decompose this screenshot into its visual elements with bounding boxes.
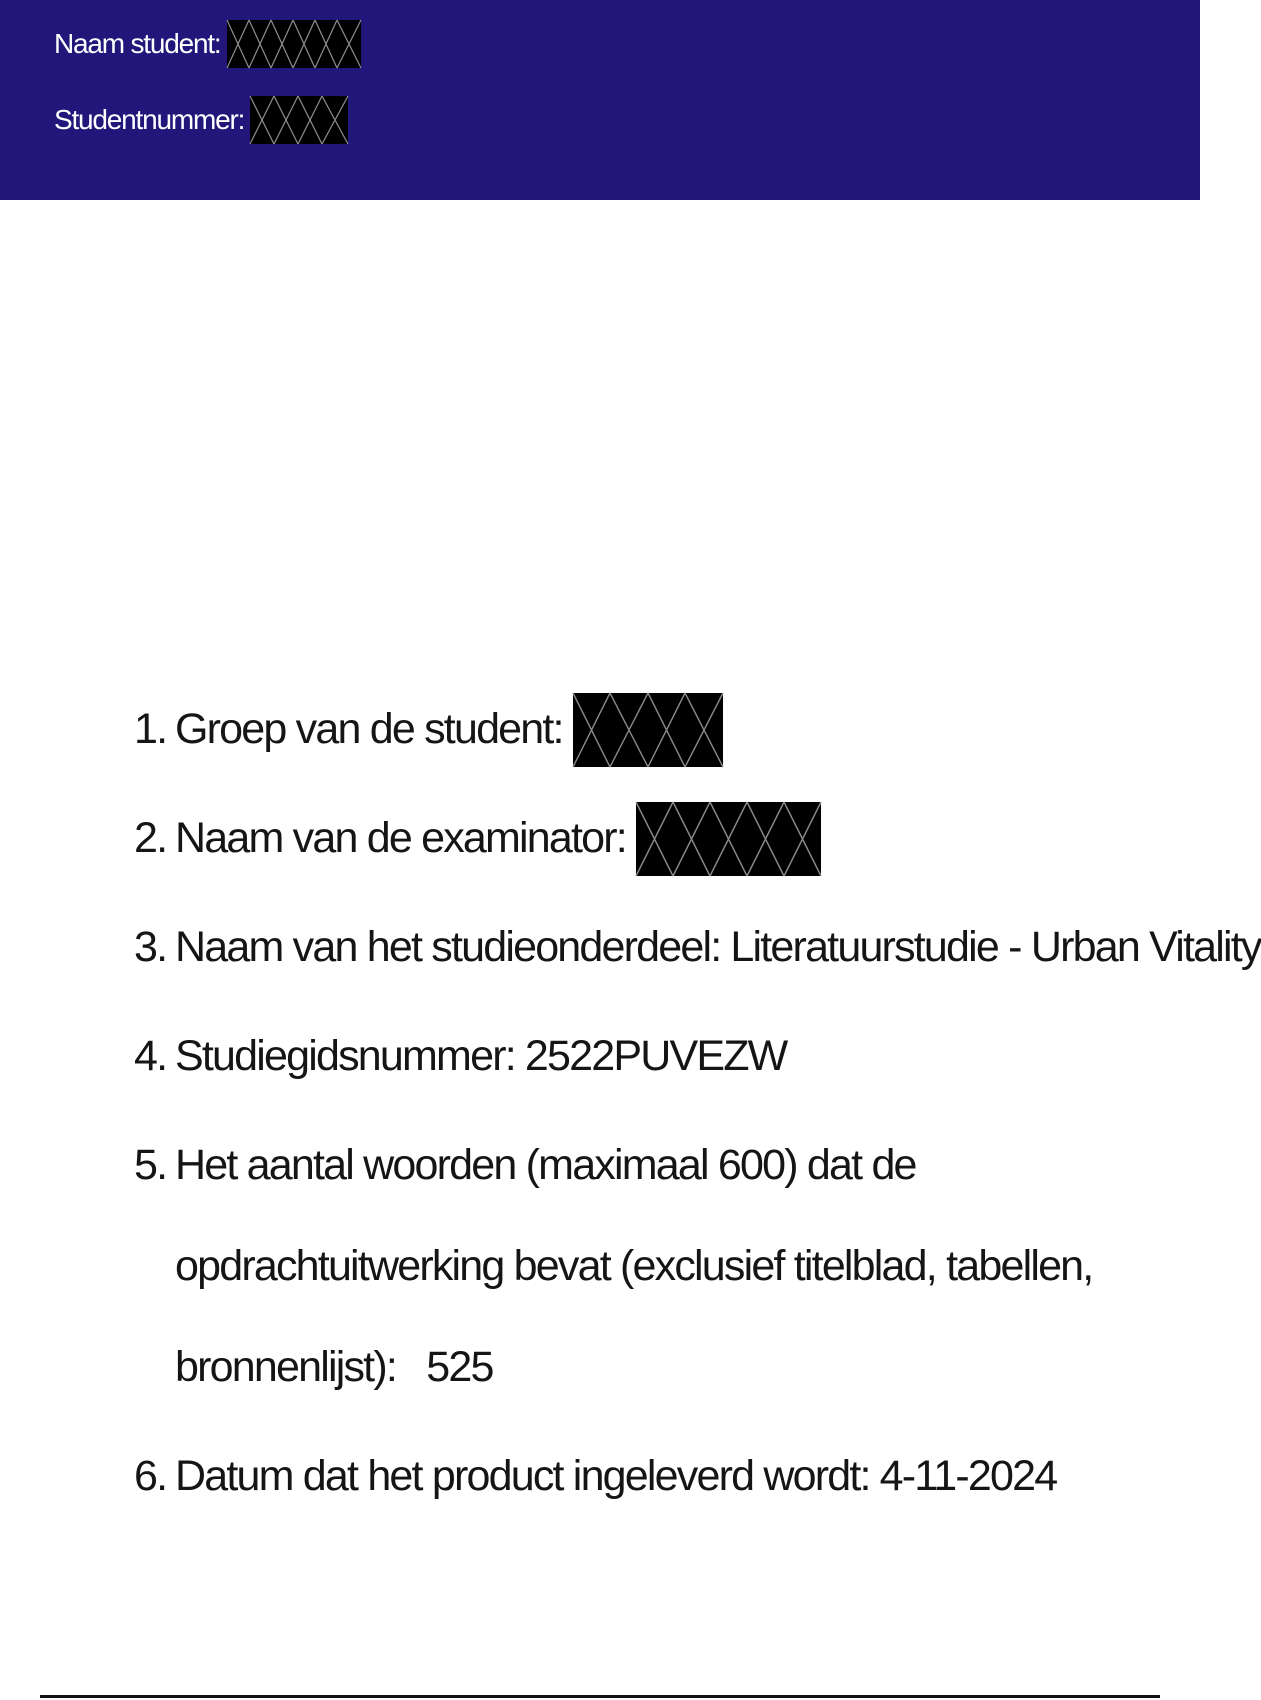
detail-text [175, 1115, 1125, 1418]
detail-number: 6. [134, 1452, 167, 1500]
detail-number: 1. [134, 705, 167, 753]
detail-item-study-guide-number [134, 1002, 1154, 1111]
detail-label: Naam van het studieonderdeel: [175, 923, 721, 971]
detail-item-examiner-name [134, 784, 1154, 893]
detail-item-word-count [134, 1115, 1154, 1418]
student-number-redaction [250, 96, 348, 144]
detail-item-student-group [134, 675, 1154, 784]
detail-item-course-name [134, 893, 1261, 1002]
student-name-label: Naam student: [54, 28, 221, 59]
student-group-redaction [573, 693, 723, 767]
detail-value: 2522PUVEZW [524, 1032, 787, 1080]
detail-label: Datum dat het product ingeleverd wordt: [175, 1452, 870, 1500]
detail-text [175, 1002, 786, 1111]
detail-number: 3. [134, 923, 167, 971]
student-name-line [54, 22, 361, 66]
detail-text [175, 1422, 1056, 1531]
header-band [0, 0, 1200, 200]
detail-number: 2. [134, 814, 167, 862]
detail-item-submission-date [134, 1422, 1154, 1531]
student-name-redaction [227, 20, 361, 68]
detail-label: Groep van de student: [175, 705, 563, 753]
detail-value: Literatuurstudie - Urban Vitality [730, 923, 1261, 971]
detail-label: Studiegidsnummer: [175, 1032, 515, 1080]
submission-details-list [134, 675, 1261, 1531]
detail-text [175, 893, 1261, 1002]
detail-label: Naam van de examinator: [175, 814, 626, 862]
detail-value: 4-11-2024 [879, 1452, 1057, 1500]
detail-text [175, 675, 723, 784]
detail-number: 4. [134, 1032, 167, 1080]
detail-text [175, 784, 821, 893]
detail-value: 525 [426, 1343, 493, 1391]
detail-number: 5. [134, 1141, 167, 1189]
student-number-label: Studentnummer: [54, 104, 245, 135]
examiner-name-redaction [636, 802, 821, 876]
detail-label: Het aantal woorden (maximaal 600) dat de opdrachtuitwerking bevat (exclusief titelblad, tabellen, bronnenlijst): [175, 1141, 1093, 1391]
footer-rule [40, 1695, 1160, 1698]
student-number-line [54, 98, 348, 142]
